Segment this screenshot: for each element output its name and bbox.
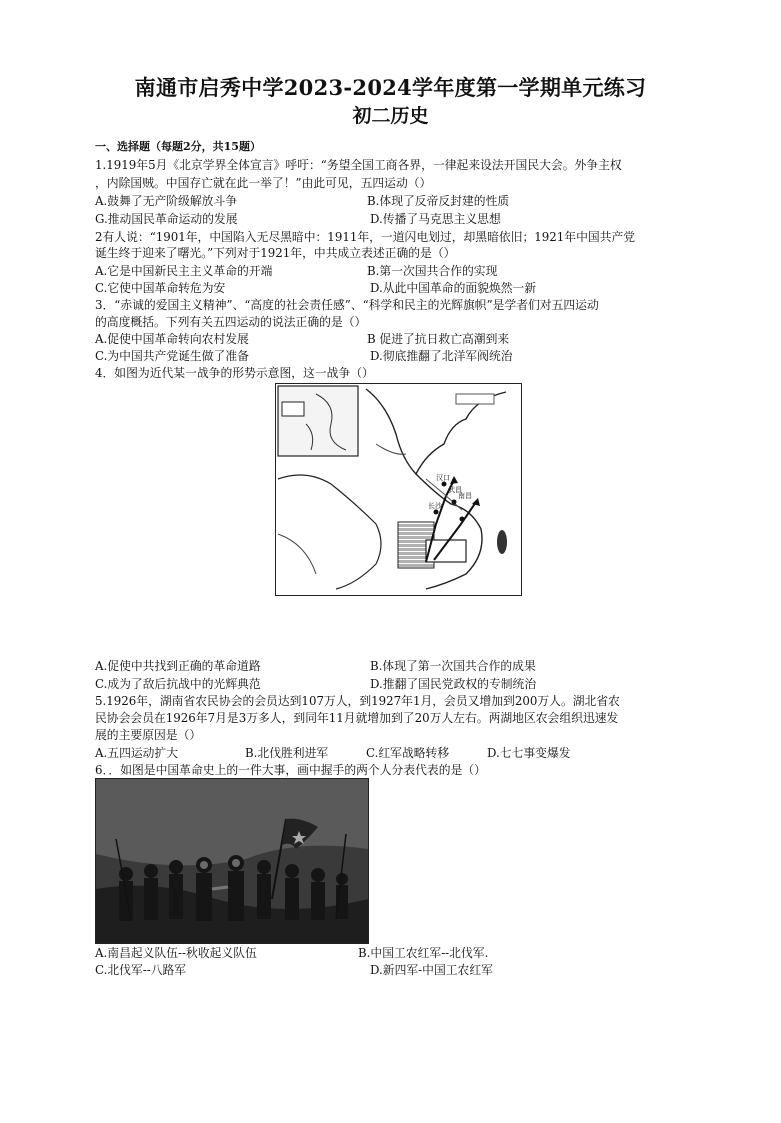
q6-stem: 6．．如图是中国革命史上的一件大事，画中握手的两个人分表代表的是（） xyxy=(95,763,486,777)
q5-stem-line1: 5.1926年，湖南省农民协会的会员达到107万人，到1927年1月，会员又增加到200万人。湖北省农 xyxy=(95,694,620,708)
q5-option-b: B.北伐胜利进军 xyxy=(245,746,329,760)
section-heading: 一、选择题（每题2分，共15题） xyxy=(95,140,261,153)
map-label: 南昌 xyxy=(458,492,472,500)
q2-stem-line1: 2有人说：“1901年，中国陷入无尽黑暗中：1911年，一道闪电划过，却黑暗依旧；1921年中国共产党 xyxy=(95,230,636,244)
exam-subtitle: 初二历史 xyxy=(352,105,429,127)
q6-option-b: B.中国工农红军--北伐军. xyxy=(358,946,489,960)
q1-option-a: A.鼓舞了无产阶级解放斗争 xyxy=(95,194,238,208)
q2-option-b: B.第一次国共合作的实现 xyxy=(367,264,498,278)
historical-painting xyxy=(95,778,369,944)
q6-option-c: C.北伐军--八路军 xyxy=(95,963,187,977)
q5-option-d: D.七七事变爆发 xyxy=(487,746,571,760)
q2-stem-line2: 诞生终于迎来了曙光。”下列对于1921年，中共成立表述正确的是（） xyxy=(95,246,456,260)
q3-stem-line2: 的高度概括。下列有关五四运动的说法正确的是（） xyxy=(95,315,367,329)
q1-option-d: D.传播了马克思主义思想 xyxy=(370,212,501,226)
map-label: 武昌 xyxy=(448,486,462,494)
q1-option-b: B.体现了反帝反封建的性质 xyxy=(367,194,510,208)
q5-option-a: A.五四运动扩大 xyxy=(95,746,179,760)
q3-option-a: A.促使中国革命转向农村发展 xyxy=(95,332,249,346)
q2-option-c: C.它使中国革命转危为安 xyxy=(95,281,226,295)
q3-stem-line1: 3．“赤诚的爱国主义精神”、“高度的社会责任感”、“科学和民主的光辉旗帜”是学者们对五四运动 xyxy=(95,298,599,312)
q1-option-c: G.推动国民革命运动的发展 xyxy=(95,212,238,226)
q4-option-a: A.促使中共找到正确的革命道路 xyxy=(95,659,261,673)
q1-stem-line2: ，内除国贼。中国存亡就在此一举了！”由此可见，五四运动（） xyxy=(95,176,432,190)
map-label: 长沙 xyxy=(428,502,442,510)
q3-option-b: B 促进了抗日救亡高潮到来 xyxy=(367,332,510,346)
q1-stem-line1: 1.1919年5月《北京学界全体宣言》呼吁：“务望全国工商各界，一律起来设法开国民大会。外争主权 xyxy=(95,158,622,172)
q5-option-c: C.红军战略转移 xyxy=(366,746,450,760)
q5-stem-line2: 民协会会员在1926年7月是3万多人，到同年11月就增加到了20万人左右。两湖地区农会组织迅速发 xyxy=(95,711,619,725)
q4-stem: 4．如图为近代某一战争的形势示意图，这一战争（） xyxy=(95,366,374,380)
q3-option-d: D.彻底推翻了北洋军阀统治 xyxy=(370,349,513,363)
q2-option-d: D.从此中国革命的面貌焕然一新 xyxy=(370,281,537,295)
map-label: 汉口 xyxy=(436,474,450,482)
exam-title: 南通市启秀中学2023-2024学年度第一学期单元练习 xyxy=(134,75,647,100)
war-situation-map xyxy=(275,383,522,596)
q3-option-c: C.为中国共产党诞生做了准备 xyxy=(95,349,249,363)
q6-option-a: A.南昌起义队伍--秋收起义队伍 xyxy=(95,946,257,960)
q4-option-d: D.推翻了国民党政权的专制统治 xyxy=(370,677,537,691)
q5-stem-line3: 展的主要原因是（） xyxy=(95,728,202,742)
q4-option-b: B.体现了第一次国共合作的成果 xyxy=(370,659,536,673)
q4-option-c: C.成为了敌后抗战中的光辉典范 xyxy=(95,677,261,691)
q2-option-a: A.它是中国新民主主义革命的开端 xyxy=(95,264,273,278)
q6-option-d: D.新四军-中国工农红军 xyxy=(370,963,493,977)
